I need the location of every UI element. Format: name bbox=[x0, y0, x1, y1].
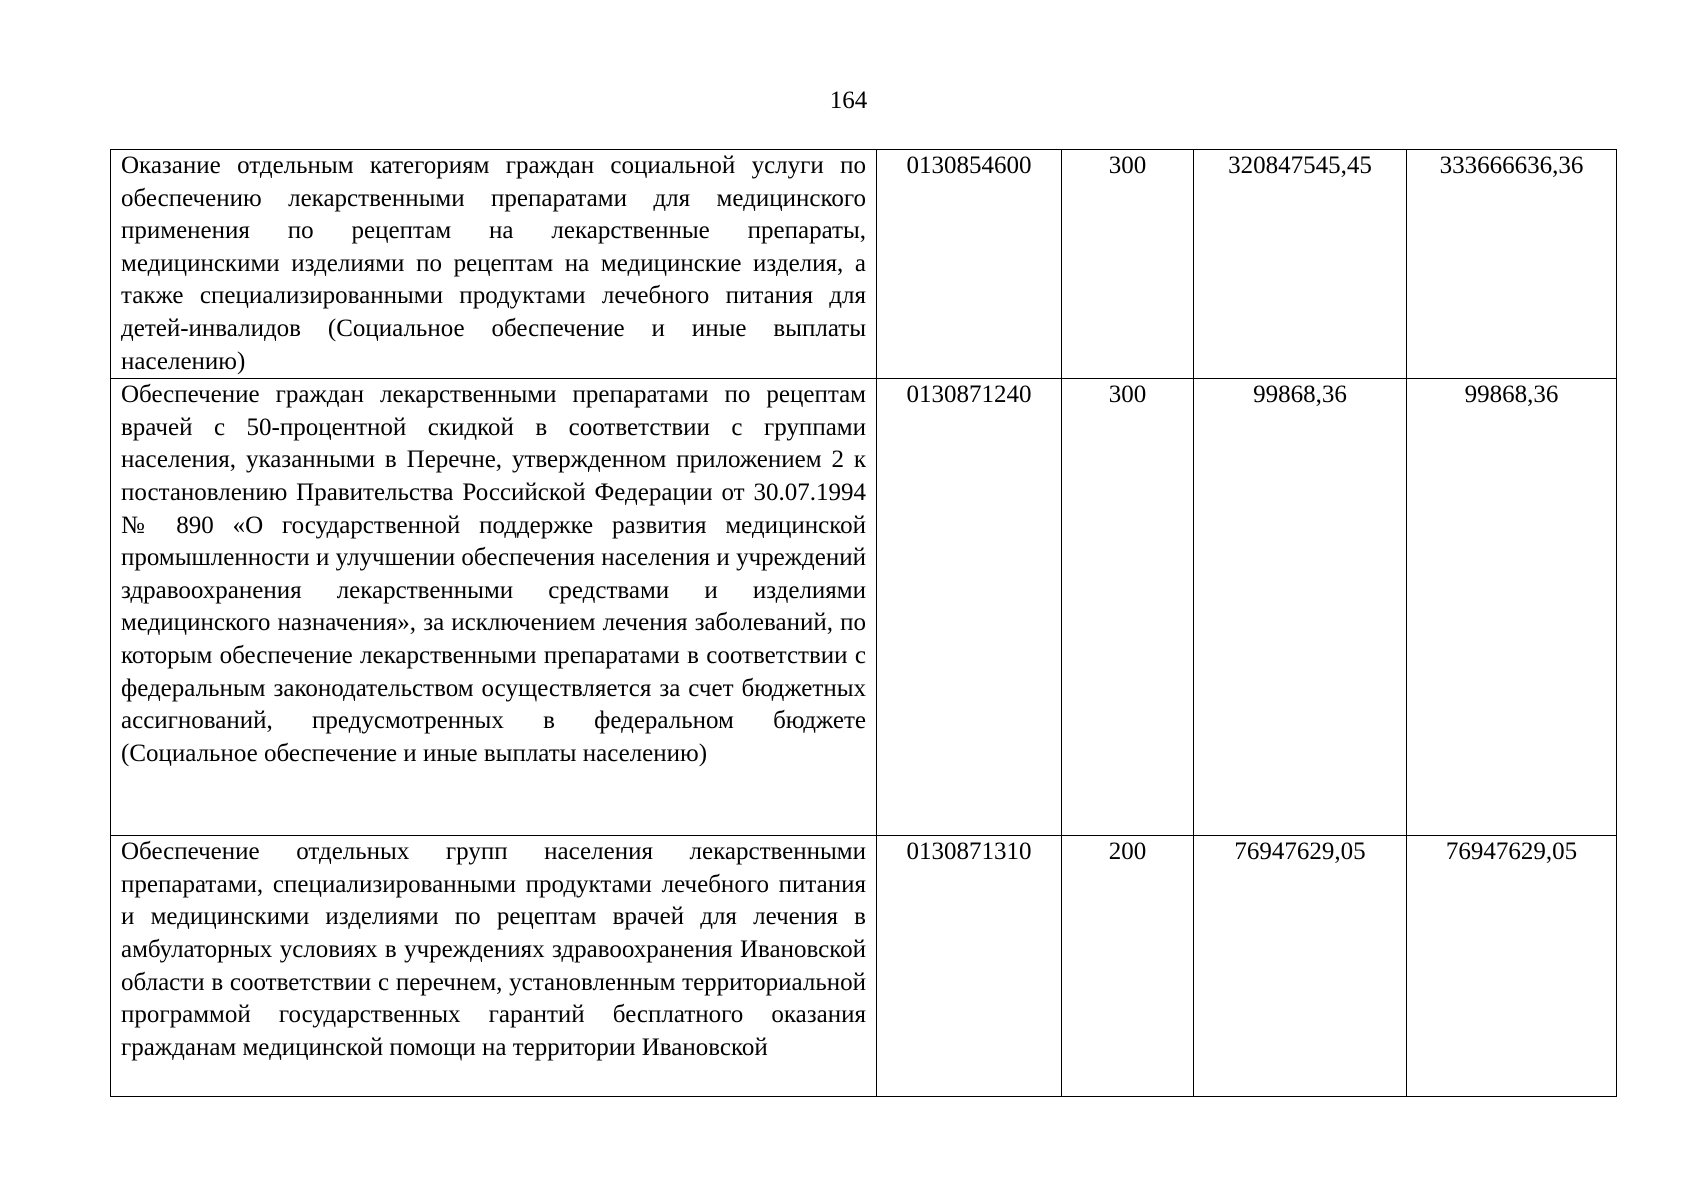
row-amount-2: 333666636,36 bbox=[1407, 150, 1617, 379]
row-amount-2: 99868,36 bbox=[1407, 379, 1617, 836]
row-expense-type: 300 bbox=[1062, 379, 1194, 836]
table-row bbox=[111, 150, 1617, 379]
table-row bbox=[111, 379, 1617, 836]
page-number: 164 bbox=[829, 87, 868, 114]
row-target-code: 0130871240 bbox=[877, 379, 1062, 836]
row-target-code: 0130854600 bbox=[877, 150, 1062, 379]
budget-table bbox=[110, 149, 1617, 1097]
row-amount-1: 320847545,45 bbox=[1194, 150, 1407, 379]
row-target-code: 0130871310 bbox=[877, 836, 1062, 1097]
row-description: Оказание отдельным категориям граждан социальной услуги по обеспечению лекарственными препаратами для медицинского применения по рецептам на лекарственные препараты, медицинскими изделиями по рецептам на медицинские изделия, а также специализированными продуктами лечебного питания для детей-инвалидов (Социальное обеспечение и иные выплаты населению) bbox=[111, 150, 877, 379]
row-amount-1: 99868,36 bbox=[1194, 379, 1407, 836]
row-amount-2: 76947629,05 bbox=[1407, 836, 1617, 1097]
row-amount-1: 76947629,05 bbox=[1194, 836, 1407, 1097]
row-description: Обеспечение отдельных групп населения лекарственными препаратами, специализированными продуктами лечебного питания и медицинскими изделиями по рецептам врачей для лечения в амбулаторных условиях в учреждениях здравоохранения Ивановской области в соответствии с перечнем, установленным территориальной программой государственных гарантий бесплатного оказания гражданам медицинской помощи на территории Ивановской bbox=[111, 836, 877, 1097]
row-expense-type: 200 bbox=[1062, 836, 1194, 1097]
row-description: Обеспечение граждан лекарственными препаратами по рецептам врачей с 50-процентной скидкой в соответствии с группами населения, указанными в Перечне, утвержденном приложением 2 к постановлению Правительства Российской Федерации от 30.07.1994 № 890 «О государственной поддержке развития медицинской промышленности и улучшении обеспечения населения и учреждений здравоохранения лекарственными средствами и изделиями медицинского назначения», за исключением лечения заболеваний, по которым обеспечение лекарственными препаратами в соответствии с федеральным законодательством осуществляется за счет бюджетных ассигнований, предусмотренных в федеральном бюджете (Социальное обеспечение и иные выплаты населению) bbox=[111, 379, 877, 836]
table-row bbox=[111, 836, 1617, 1097]
row-expense-type: 300 bbox=[1062, 150, 1194, 379]
